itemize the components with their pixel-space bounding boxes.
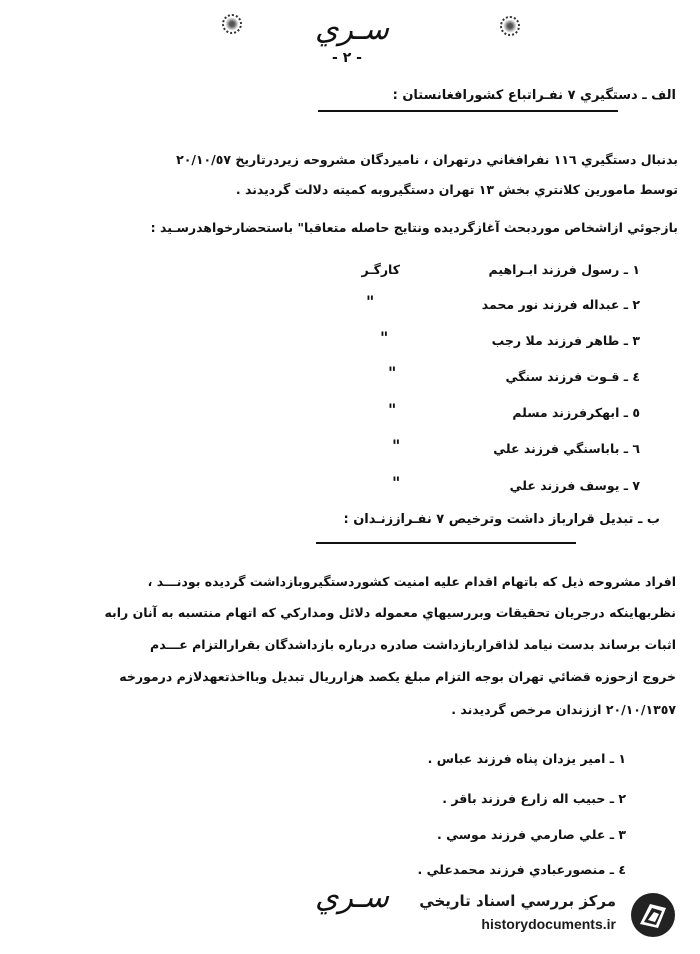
ditto-mark-7: " [392, 473, 401, 492]
section-b-para-line4: خروج ازحوزه قضائي تهران بوجه التزام مبلغ يكصد هزارريال تبديل وبااخذتعهدلازم درمورخه [119, 669, 676, 684]
ink-blot-right [500, 16, 520, 36]
person-a-1-job: كارگـر [361, 262, 400, 277]
person-a-2: ٢ ـ عبداله فرزند نور محمد [481, 297, 640, 312]
section-a-heading: الف ـ دستگيري ٧ نفـراتباع كشورافغانستان : [392, 88, 676, 103]
ditto-mark-2: " [366, 292, 375, 311]
section-a-para2: بازجوئي ازاشخاص موردبحث آغازگرديده ونتايج حاصله متعاقبا" باستحضارخواهدرسـيد : [150, 220, 678, 235]
classification-stamp-top: سـري [315, 12, 389, 47]
section-b-para-line3: اثبات برساند بدست نيامد لذاقراربازداشت صادره درباره بازداشدگان بقرارالتزام عـــدم [150, 637, 676, 652]
person-a-4: ٤ ـ قـوت فرزند سنگي [505, 369, 640, 384]
section-a-para1-line1: بدنبال دستگيري ١١٦ نفرافغاني درتهران ، ناميردگان مشروحه زيردرتاريخ ٢٠/١٠/٥٧ [176, 152, 678, 167]
ditto-mark-3: " [380, 328, 389, 347]
ink-blot-left [222, 14, 242, 34]
person-a-7: ٧ ـ يوسف فرزند علي [509, 478, 640, 493]
page-number: - ٢ - [332, 50, 362, 66]
ditto-mark-4: " [388, 363, 397, 382]
archive-logo-icon [628, 890, 678, 940]
ditto-mark-5: " [388, 400, 397, 419]
ditto-mark-6: " [392, 436, 401, 455]
person-a-5: ٥ ـ ابهكرفرزند مسلم [512, 405, 640, 420]
person-b-2: ٢ ـ حبيب اله زارع فرزند باقر . [442, 791, 626, 806]
person-b-4: ٤ ـ منصورعبادي فرزند محمدعلي . [417, 862, 626, 877]
section-b-para-line2: نظربهاينكه درجريان تحقيقات وبررسيهاي معموله دلائل ومداركي كه اتهام منتسبه به آنان رابه [104, 605, 676, 620]
section-a-underline [318, 110, 618, 112]
person-b-3: ٣ ـ علي صارمي فرزند موسي . [436, 827, 626, 842]
watermark-title: مركز بررسي اسناد تاريخي [419, 892, 616, 910]
classification-stamp-bottom: سـري [315, 880, 389, 915]
person-a-3: ٣ ـ طاهر فرزند ملا رجب [491, 333, 640, 348]
person-a-1: ١ ـ رسول فرزند ابـراهيم [488, 262, 640, 277]
watermark-url: historydocuments.ir [481, 916, 616, 932]
section-b-heading: ب ـ تبديل قرارباز داشت وترخيص ٧ نفـراززنـدان : [343, 512, 660, 527]
watermark [416, 886, 686, 946]
section-b-para-line5: ٢٠/١٠/١٣٥٧ اززندان مرخص گرديدند . [451, 702, 676, 717]
section-b-para-line1: افراد مشروحه ذيل كه باتهام اقدام عليه امنيت كشوردستگيروبازداشت گرديده بودنـــد ، [147, 574, 676, 589]
person-a-6: ٦ ـ باباسنگي فرزند علي [493, 441, 640, 456]
section-b-underline [316, 542, 576, 544]
person-b-1: ١ ـ امير يزدان پناه فرزند عباس . [427, 751, 626, 766]
section-a-para1-line2: توسط مامورين كلانتري بخش ١٣ تهران دستگيروبه كميته دلالت گرديدند . [235, 182, 678, 197]
